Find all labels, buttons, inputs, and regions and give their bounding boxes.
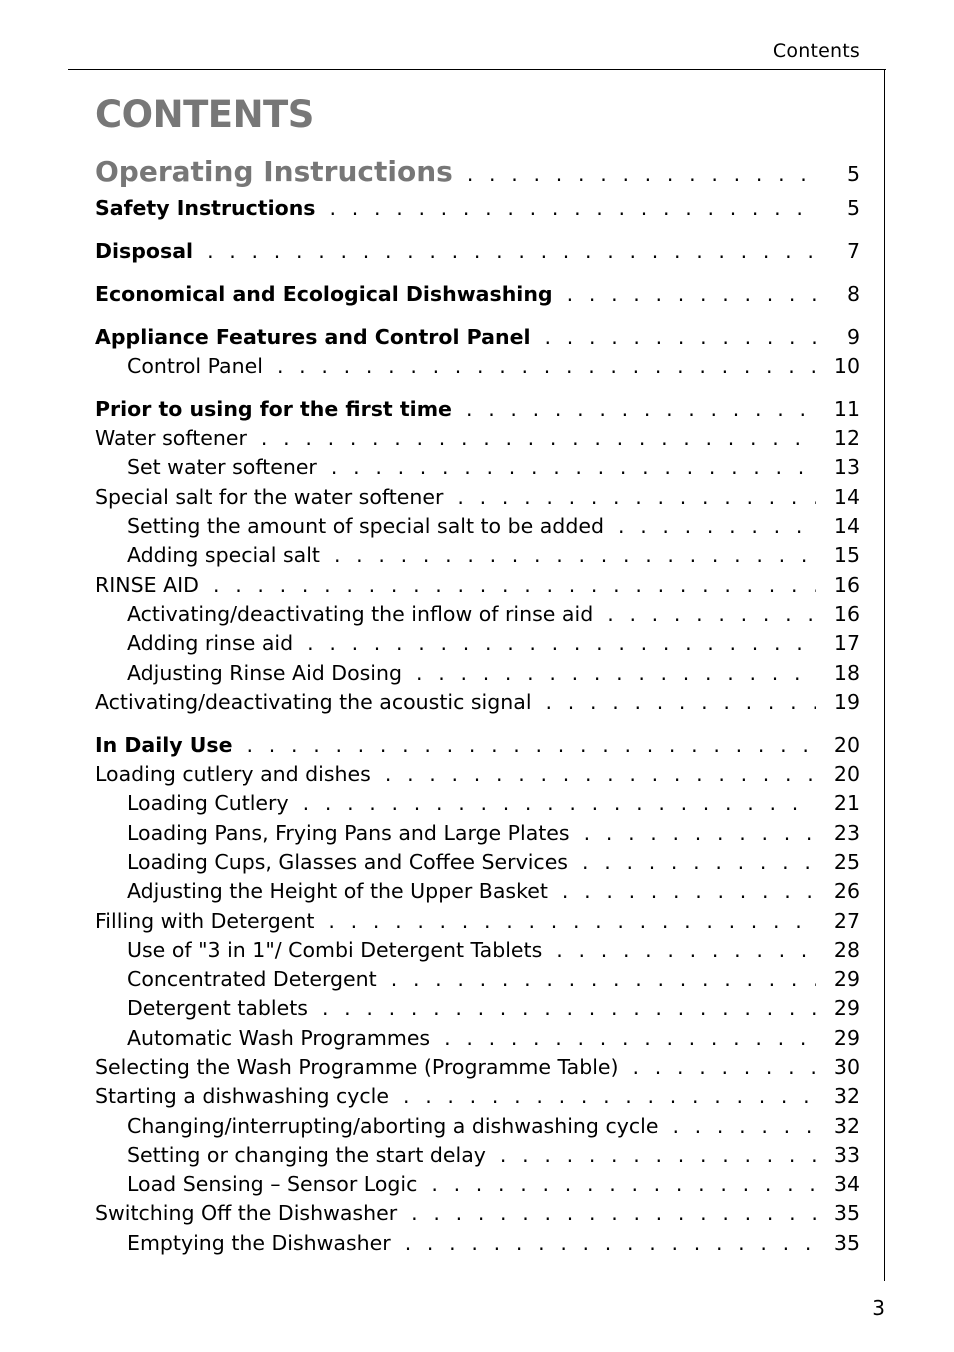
toc-entry-loading-cups[interactable] [95,848,860,877]
toc-label: Disposal [95,238,194,263]
toc-entry-special-salt[interactable] [95,483,860,512]
toc-leader [618,512,816,541]
toc-leader [546,688,816,717]
toc-entry-rinse-aid-dosing[interactable] [95,659,860,688]
toc-entry-loading-pans[interactable] [95,819,860,848]
toc-page: 23 [833,820,860,845]
toc-entry-starting-cycle[interactable] [95,1082,860,1111]
toc-entry-combi-tablets[interactable] [95,936,860,965]
toc-leader [562,877,816,906]
toc-page: 28 [833,937,860,962]
toc-label: Loading Cups, Glasses and Coffee Services [127,849,568,874]
toc-label: Loading Pans, Frying Pans and Large Plates [127,820,570,845]
toc-leader [633,1053,816,1082]
toc-entry-adding-rinse-aid[interactable] [95,629,860,658]
toc-leader [303,789,816,818]
toc-page: 35 [833,1201,860,1226]
toc-leader [500,1141,816,1170]
toc-label: Adjusting Rinse Aid Dosing [127,660,402,685]
toc-leader [556,936,816,965]
toc-entry-disposal[interactable] [95,237,860,266]
toc-page: 12 [833,426,860,451]
toc-entry-water-softener[interactable] [95,424,860,453]
toc-leader [416,659,816,688]
toc-leader [330,194,816,223]
toc-label: Loading Cutlery [127,791,289,816]
toc-leader [385,760,816,789]
toc-page: 33 [833,1142,860,1167]
toc-label: Economical and Ecological Dishwashing [95,281,553,306]
toc-page: 30 [833,1054,860,1079]
toc-entry-setting-salt-amount[interactable] [95,512,860,541]
toc-page: 19 [833,689,860,714]
toc-label: Adding special salt [127,543,320,568]
toc-entry-changing-cycle[interactable] [95,1112,860,1141]
toc-entry-economical-dishwashing[interactable] [95,280,860,309]
toc-label: Activating/deactivating the inflow of rinse aid [127,601,594,626]
toc-leader [466,395,816,424]
toc-label: Starting a dishwashing cycle [95,1084,389,1109]
toc-leader [467,152,816,196]
toc-entry-safety-instructions[interactable] [95,194,860,223]
toc-label: Set water softener [127,455,317,480]
toc-page: 25 [833,849,860,874]
header-rule [68,69,886,70]
toc-entry-acoustic-signal[interactable] [95,688,860,717]
page-title: CONTENTS [95,93,314,136]
toc-label: Setting the amount of special salt to be added [127,514,604,539]
toc-label: Loading cutlery and dishes [95,762,371,787]
toc-leader [207,237,816,266]
toc-leader [247,731,816,760]
toc-page: 10 [833,353,860,378]
toc-page: 8 [846,281,860,306]
running-head: Contents [772,40,860,62]
toc-leader [672,1112,816,1141]
toc-page: 9 [846,324,860,349]
toc-leader [403,1082,816,1111]
toc-leader [307,629,816,658]
toc-page: 35 [833,1230,860,1255]
toc-page: 29 [833,1025,860,1050]
toc-leader [545,323,817,352]
toc-label: Load Sensing – Sensor Logic [127,1172,418,1197]
toc-entry-prior-to-first-use[interactable] [95,395,860,424]
toc-label: Activating/deactivating the acoustic signal [95,689,532,714]
toc-page: 29 [833,967,860,992]
toc-label: RINSE AID [95,572,199,597]
toc-entry-operating-instructions[interactable] [95,150,860,194]
toc-entry-rinse-aid[interactable] [95,571,860,600]
toc-page: 7 [846,238,860,263]
margin-rule [884,69,885,1281]
toc-entry-concentrated-detergent[interactable] [95,965,860,994]
toc-leader [567,280,816,309]
toc-entry-detergent-tablets[interactable] [95,994,860,1023]
toc-page: 5 [846,196,860,220]
toc-leader [411,1199,816,1228]
toc-label: Changing/interrupting/aborting a dishwashing cycle [127,1113,659,1138]
toc-page: 32 [833,1113,860,1138]
toc-page: 16 [833,572,860,597]
toc-page: 14 [833,514,860,539]
toc-page: 5 [846,162,860,186]
toc-entry-filling-detergent[interactable] [95,907,860,936]
toc-page: 20 [833,762,860,787]
table-of-contents [95,150,860,1258]
toc-leader [405,1229,816,1258]
toc-label: Detergent tablets [127,996,308,1021]
toc-entry-adding-special-salt[interactable] [95,541,860,570]
toc-label: Emptying the Dishwasher [127,1230,391,1255]
toc-entry-selecting-programme[interactable] [95,1053,860,1082]
toc-leader [277,352,816,381]
toc-page: 27 [833,908,860,933]
toc-leader [334,541,816,570]
toc-label: Filling with Detergent [95,908,315,933]
toc-page: 34 [833,1172,860,1197]
toc-label: Automatic Wash Programmes [127,1025,431,1050]
page-number: 3 [872,1296,885,1320]
toc-label: Switching Off the Dishwasher [95,1201,398,1226]
toc-label: Prior to using for the first time [95,396,452,421]
toc-page: 13 [833,455,860,480]
toc-leader [457,483,816,512]
toc-label: Safety Instructions [95,196,316,220]
toc-leader [582,848,816,877]
toc-entry-start-delay[interactable] [95,1141,860,1170]
toc-label: Operating Instructions [95,155,453,188]
toc-label: Water softener [95,426,247,451]
toc-leader [261,424,816,453]
toc-entry-load-sensing[interactable] [95,1170,860,1199]
toc-label: Adding rinse aid [127,631,294,656]
toc-page: 21 [833,791,860,816]
toc-page: 14 [833,484,860,509]
toc-leader [607,600,816,629]
toc-label: Selecting the Wash Programme (Programme Table) [95,1054,619,1079]
toc-label: Special salt for the water softener [95,484,444,509]
toc-label: Adjusting the Height of the Upper Basket [127,879,548,904]
toc-entry-emptying[interactable] [95,1229,860,1258]
toc-leader [331,453,816,482]
toc-label: Appliance Features and Control Panel [95,324,531,349]
toc-entry-rinse-aid-inflow[interactable] [95,600,860,629]
toc-leader [322,994,816,1023]
toc-page: 15 [833,543,860,568]
toc-leader [444,1024,816,1053]
toc-page: 11 [833,396,860,421]
toc-leader [328,907,816,936]
toc-label: Setting or changing the start delay [127,1142,486,1167]
toc-leader [431,1170,816,1199]
toc-entry-upper-basket-height[interactable] [95,877,860,906]
toc-page: 17 [833,631,860,656]
toc-label: Use of "3 in 1"/ Combi Detergent Tablets [127,937,543,962]
toc-leader [584,819,816,848]
toc-label: In Daily Use [95,732,233,757]
toc-label: Concentrated Detergent [127,967,377,992]
toc-leader [213,571,816,600]
toc-page: 18 [833,660,860,685]
toc-entry-loading-cutlery[interactable] [95,789,860,818]
toc-leader [391,965,816,994]
toc-entry-appliance-features[interactable] [95,323,860,352]
toc-entry-control-panel[interactable] [95,352,860,381]
toc-entry-switching-off[interactable] [95,1199,860,1228]
toc-entry-automatic-programmes[interactable] [95,1024,860,1053]
toc-page: 16 [833,601,860,626]
toc-label: Control Panel [127,353,263,378]
toc-page: 29 [833,996,860,1021]
toc-page: 20 [833,732,860,757]
toc-entry-loading-cutlery-dishes[interactable] [95,760,860,789]
toc-page: 26 [833,879,860,904]
toc-entry-in-daily-use[interactable] [95,731,860,760]
toc-entry-set-water-softener[interactable] [95,453,860,482]
toc-page: 32 [833,1084,860,1109]
